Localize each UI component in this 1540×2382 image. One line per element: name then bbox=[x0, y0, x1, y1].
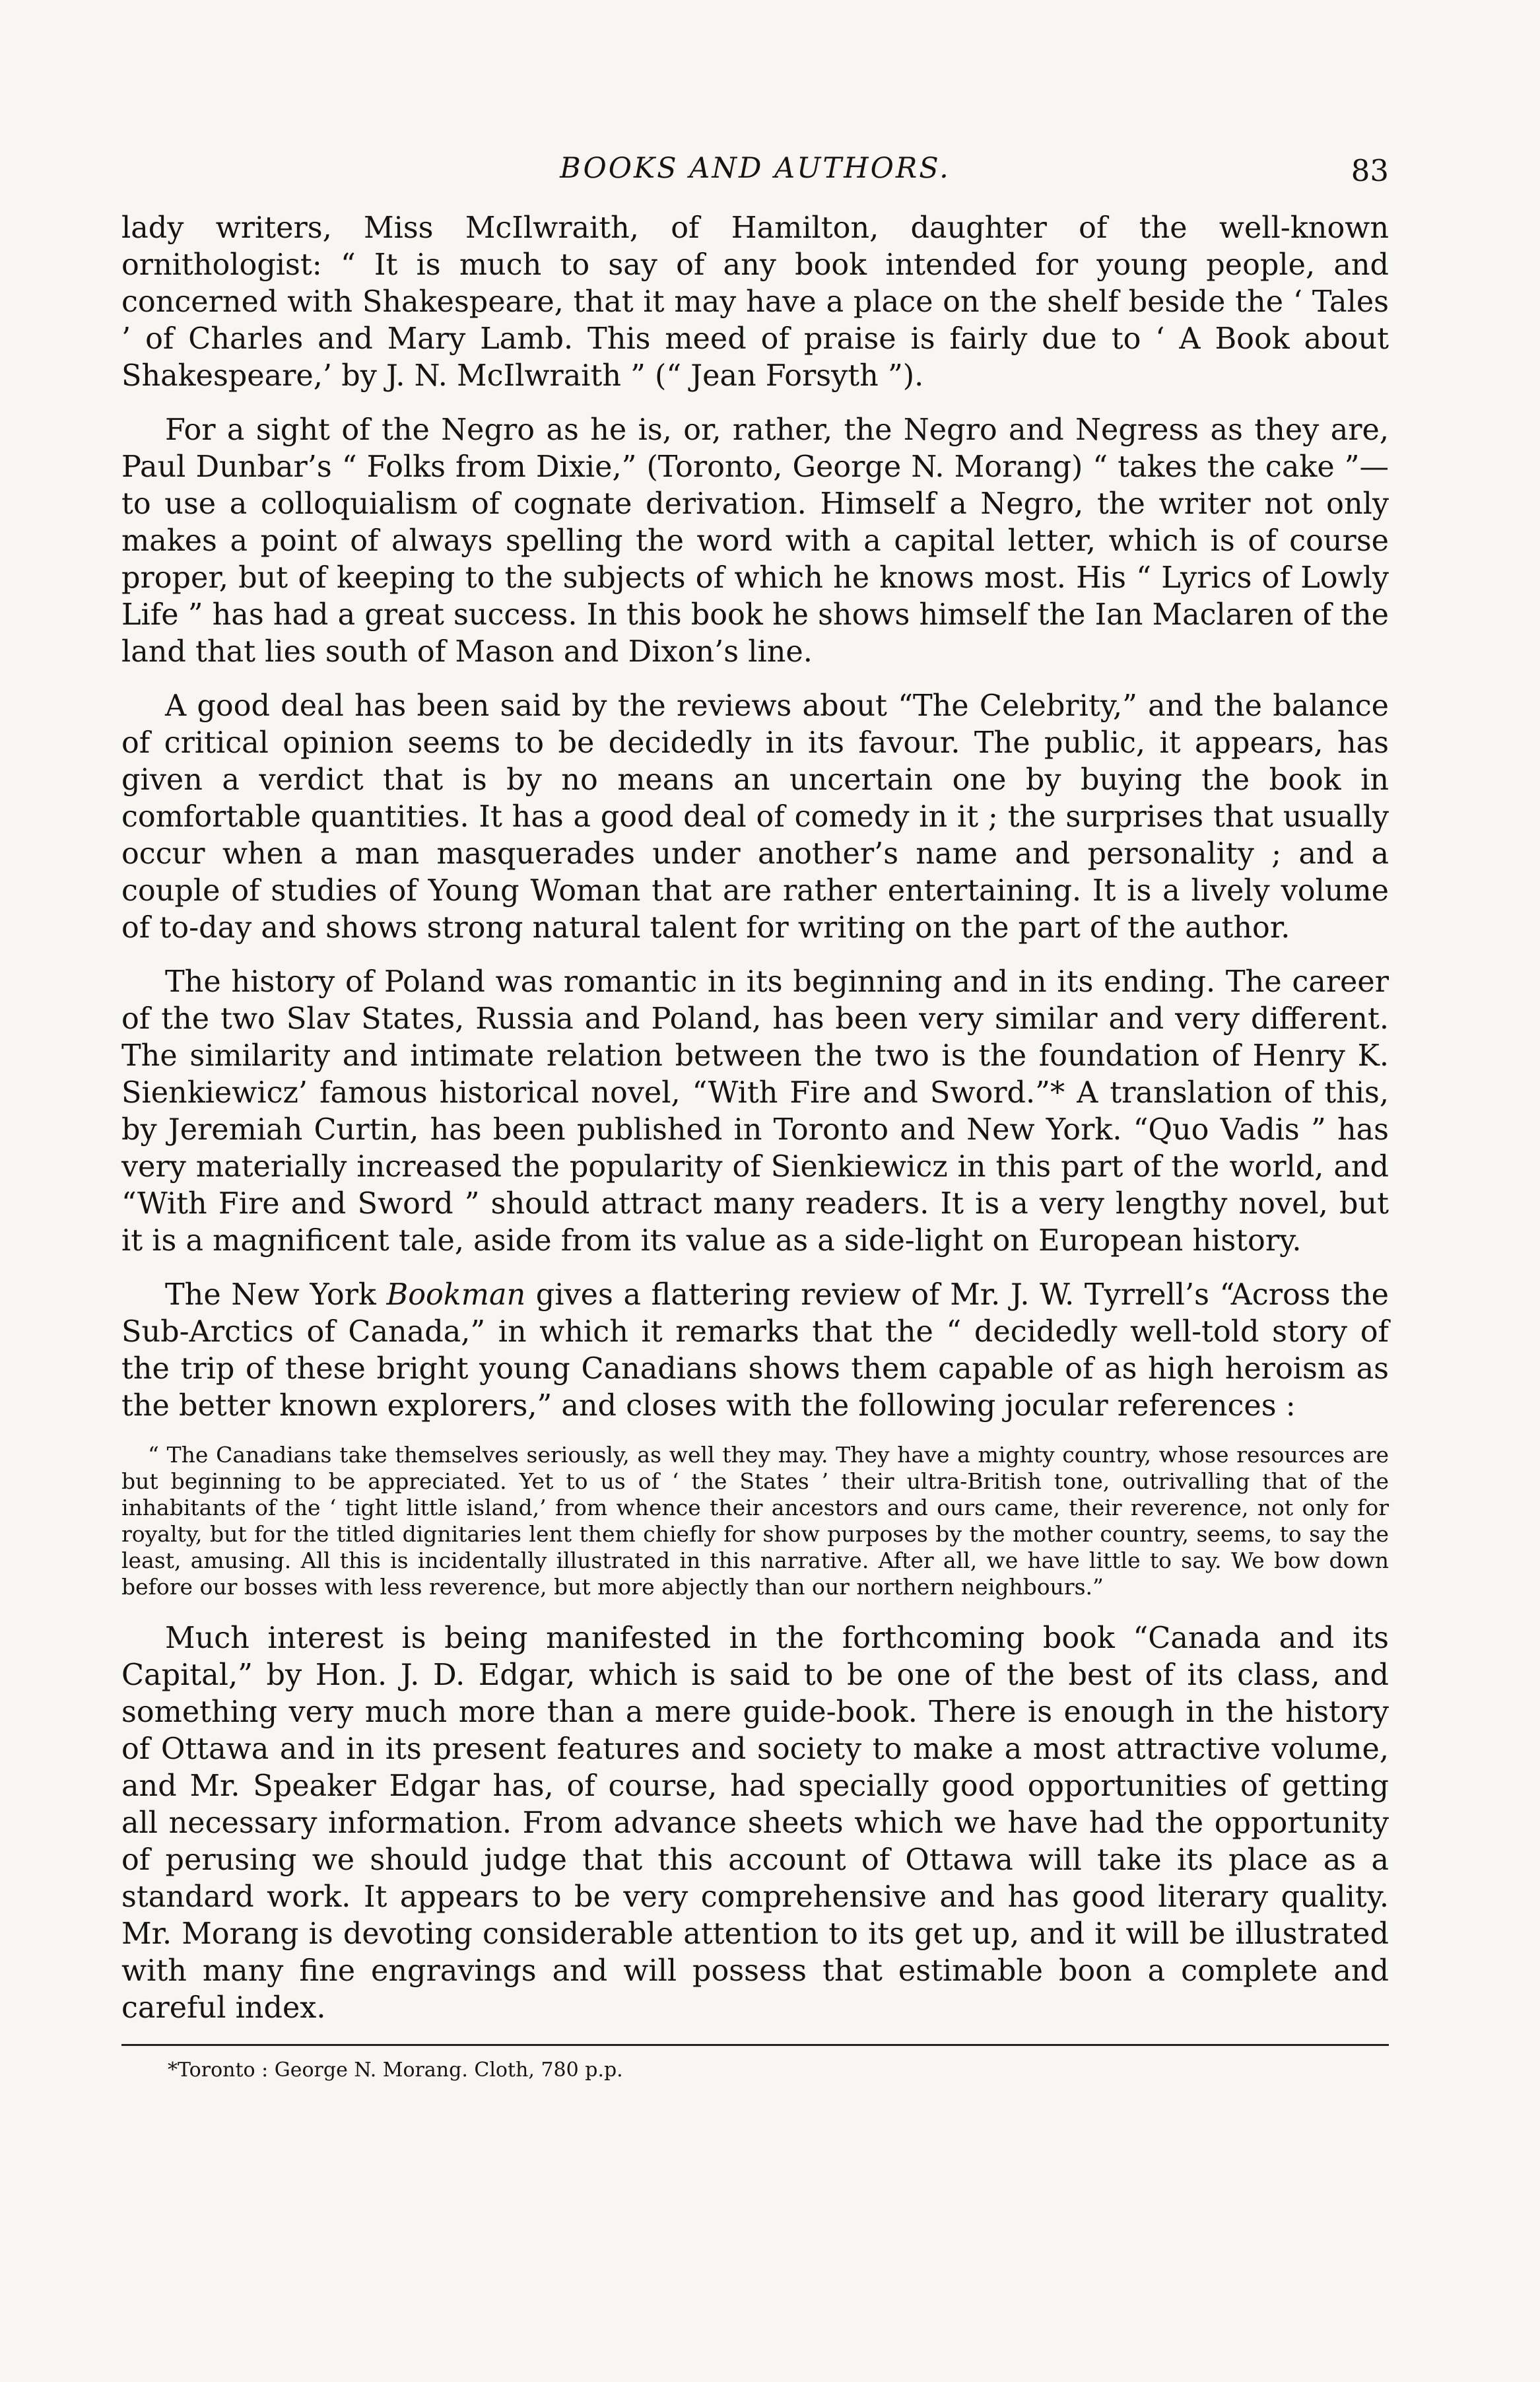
page-header bbox=[121, 139, 1389, 198]
bookman-text-after: gives a flattering review of Mr. J. W. Tyrrell’s “Across the Sub-Arctics of Canada,” in which it remarks that the “ decidedly well-told story of the trip of these bright young Canadians shows them capable of as high heroism as the better known explorers,” and closes with the following jocular references : bbox=[121, 1278, 1389, 1423]
footnote: *Toronto : George N. Morang. Cloth, 780 p.p. bbox=[168, 2059, 623, 2082]
book-page bbox=[121, 139, 1389, 2083]
paragraph-mcilwraith: lady writers, Miss McIlwraith, of Hamilton, daughter of the well-known ornithologist: “ It is much to say of any book intended for young people, and concerned with Shakespeare, that it may have a place on the shelf beside the ‘ Tales ’ of Charles and Mary Lamb. This meed of praise is fairly due to ‘ A Book about Shakespeare,’ by J. N. McIlwraith ” (“ Jean Forsyth ”). bbox=[121, 211, 1389, 393]
block-quote: “ The Canadians take themselves seriously, as well they may. They have a mighty country, whose resources are but beginning to be appreciated. Yet to us of ‘ the States ’ their ultra-British tone, outrivalling that of the inhabitants of the ‘ tight little island,’ from whence their ancestors and ours came, their reverence, not only for royalty, but for the titled dignitaries lent them chiefly for show purposes by the mother country, seems, to say the least, amusing. All this is incidentally illustrated in this narrative. After all, we have little to say. We bow down before our bosses with less reverence, but more abjectly than our northern neighbours.” bbox=[121, 1442, 1389, 1600]
running-head: BOOKS AND AUTHORS. bbox=[560, 152, 951, 185]
footnote-divider bbox=[121, 2044, 1389, 2046]
paragraph-celebrity: A good deal has been said by the reviews about “The Celebrity,” and the balance of critical opinion seems to be decidedly in its favour. The public, it appears, has given a verdict that is by no means an uncertain one by buying the book in comfortable quantities. It has a good deal of comedy in it ; the surprises that usually occur when a man masquerades under another’s name and personality ; and a couple of studies of Young Woman that are rather entertaining. It is a lively volume of to-day and shows strong natural talent for writing on the part of the author. bbox=[121, 689, 1389, 945]
paragraph-bookman bbox=[121, 1277, 1389, 1425]
paragraph-canada-capital: Much interest is being manifested in the forthcoming book “Canada and its Capital,” by Hon. J. D. Edgar, which is said to be one of the best of its class, and something very much more than a mere guide-book. There is enough in the history of Ottawa and in its present features and society to make a most attractive volume, and Mr. Speaker Edgar has, of course, had specially good opportunities of getting all necessary information. From advance sheets which we have had the opportunity of perusing we should judge that this account of Ottawa will take its place as a standard work. It appears to be very comprehensive and has good literary quality. Mr. Morang is devoting considerable attention to its get up, and it will be illustrated with many fine engravings and will possess that estimable boon a complete and careful index. bbox=[121, 1621, 1389, 2025]
paragraph-dunbar: For a sight of the Negro as he is, or, rather, the Negro and Negress as they are, Paul Dunbar’s “ Folks from Dixie,” (Toronto, George N. Morang) “ takes the cake ”—to use a colloquialism of cognate derivation. Himself a Negro, the writer not only makes a point of always spelling the word with a capital letter, which is of course proper, but of keeping to the subjects of which he knows most. His “ Lyrics of Lowly Life ” has had a great success. In this book he shows himself the Ian Maclaren of the land that lies south of Mason and Dixon’s line. bbox=[121, 413, 1389, 669]
bookman-text-before: The New York bbox=[165, 1278, 387, 1312]
page-number: 83 bbox=[1351, 153, 1389, 188]
paragraph-poland: The history of Poland was romantic in its beginning and in its ending. The career of the two Slav States, Russia and Poland, has been very similar and very different. The similarity and intimate relation between the two is the foundation of Henry K. Sienkiewicz’ famous historical novel, “With Fire and Sword.”* A translation of this, by Jeremiah Curtin, has been published in Toronto and New York. “Quo Vadis ” has very materially increased the popularity of Sienkiewicz in this part of the world, and “With Fire and Sword ” should attract many readers. It is a very lengthy novel, but it is a magnificent tale, aside from its value as a side-light on European history. bbox=[121, 965, 1389, 1258]
bookman-title: Bookman bbox=[386, 1278, 526, 1312]
